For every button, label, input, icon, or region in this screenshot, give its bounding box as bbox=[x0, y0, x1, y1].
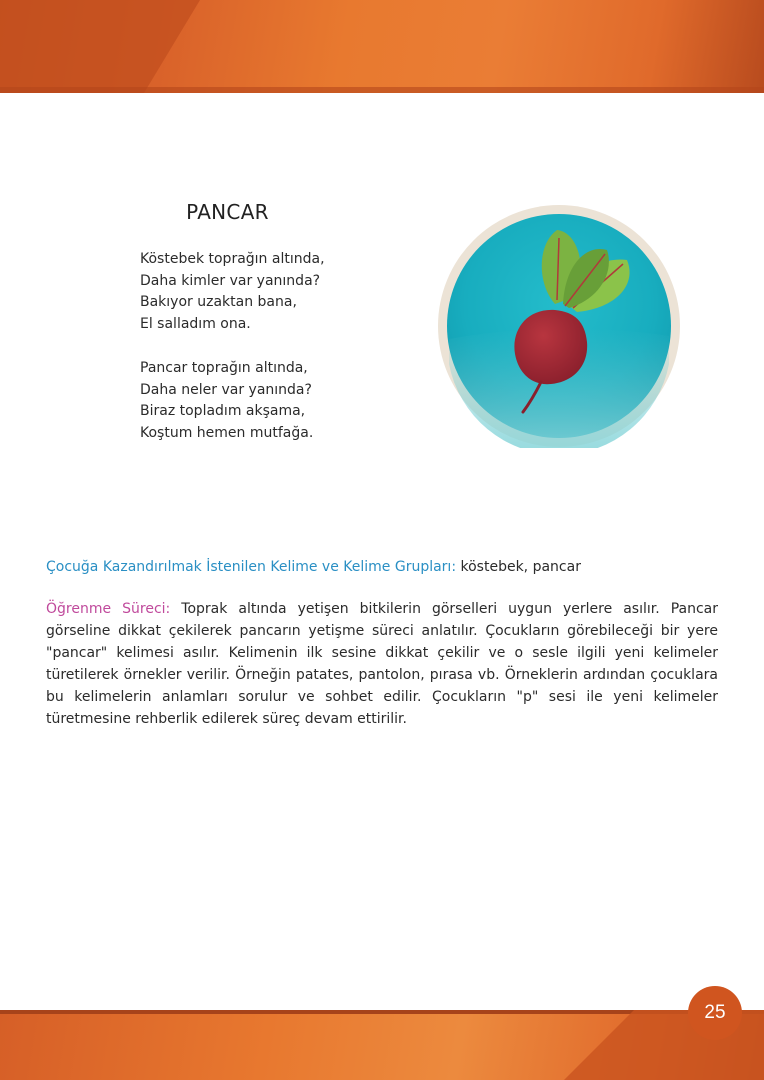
vocabulary-text: köstebek, pancar bbox=[456, 559, 581, 575]
poem-title: PANCAR bbox=[186, 200, 269, 224]
footer-band bbox=[0, 1010, 764, 1080]
header-band-shade bbox=[0, 0, 200, 93]
page-number: 25 bbox=[688, 986, 742, 1040]
poem-stanza-1 bbox=[140, 249, 360, 336]
poem-line: Biraz topladım akşama, bbox=[140, 403, 306, 420]
poem-line: El salladım ona. bbox=[140, 316, 251, 333]
poem-line: Bakıyor uzaktan bana, bbox=[140, 294, 297, 311]
poem-line: Köstebek toprağın altında, bbox=[140, 251, 325, 267]
poem-line: Pancar toprağın altında, bbox=[140, 360, 308, 376]
learning-process-section bbox=[46, 598, 718, 730]
poem-line: Daha kimler var yanında? bbox=[140, 272, 321, 289]
beet-illustration bbox=[437, 204, 681, 448]
poem-line: Koştum hemen mutfağa. bbox=[140, 425, 314, 442]
learning-process-label: Öğrenme Süreci: bbox=[46, 601, 171, 617]
poem-line: Daha neler var yanında? bbox=[140, 381, 312, 398]
poem-stanza-2 bbox=[140, 358, 360, 445]
header-band-edge bbox=[0, 87, 764, 93]
vocabulary-section bbox=[46, 556, 718, 578]
header-band bbox=[0, 0, 764, 93]
learning-process-text: Toprak altında yetişen bitkilerin görselleri uygun yerlere asılır. Pancar görseline dikkat çekilerek pancarın yetişme süreci anlatılır. Çocukların görebileceği bir yere "pancar" kelimesi asılır. Kelimenin ilk sesine dikkat çekilir ve o sesle ilgili yeni kelimeler türetilerek örnekler verilir. Örneğin patates, pantolon, pırasa vb. Örneklerin ardından çocuklara bu kelimelerin anlamları sorulur ve sohbet edilir. Çocukların "p" sesi ile yeni kelimeler türetmesine rehberlik edilerek süreç devam ettirilir. bbox=[46, 601, 718, 727]
vocabulary-label: Çocuğa Kazandırılmak İstenilen Kelime ve Kelime Grupları: bbox=[46, 559, 457, 575]
